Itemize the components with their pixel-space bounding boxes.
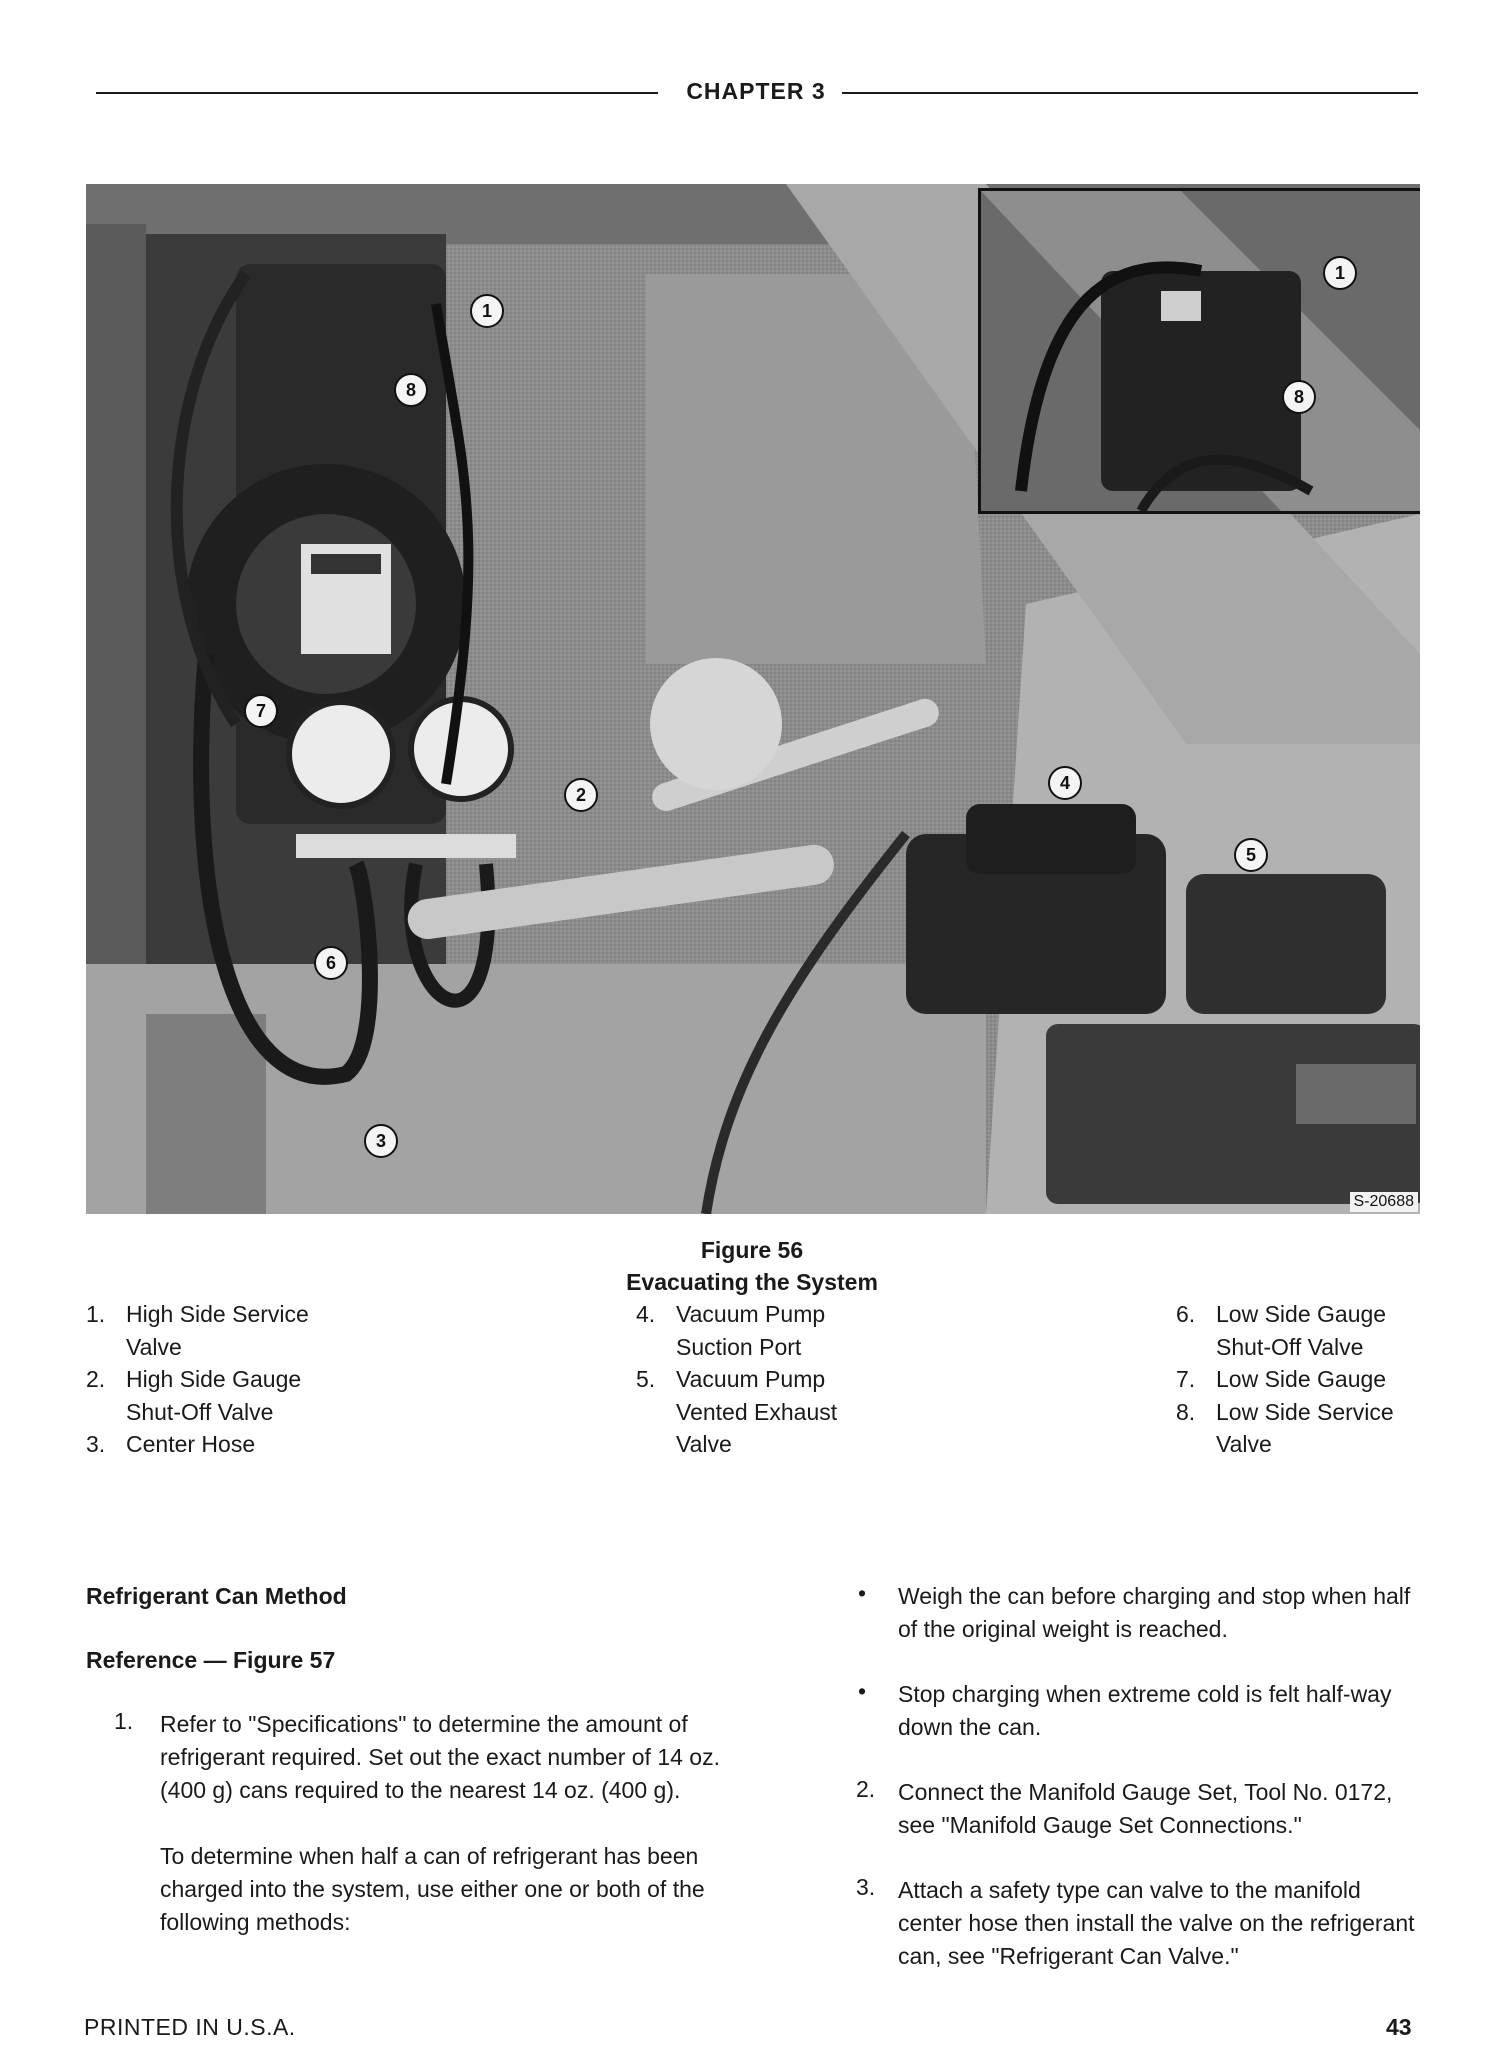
- reference-heading: Reference — Figure 57: [86, 1647, 336, 1673]
- legend-item: [1176, 1298, 1394, 1363]
- left-column: [86, 1580, 726, 1939]
- legend-text: Low Side Service Valve: [1216, 1398, 1394, 1457]
- legend-item: [1176, 1396, 1394, 1461]
- legend-item: [86, 1298, 309, 1363]
- bullet-icon: •: [858, 1678, 867, 1704]
- legend-text: Center Hose: [126, 1431, 256, 1457]
- legend-column-1: [86, 1298, 309, 1461]
- callout-1: 1: [470, 294, 504, 328]
- callout-8: 8: [394, 373, 428, 407]
- photo-id-label: S-20688: [1350, 1192, 1419, 1212]
- legend-num: 4.: [636, 1301, 656, 1327]
- header-rule-left: [96, 92, 658, 94]
- bullet-icon: •: [858, 1580, 867, 1606]
- right-column: [852, 1580, 1422, 1973]
- legend-text: Low Side Gauge Shut-Off Valve: [1216, 1301, 1387, 1360]
- header-rule-right: [842, 92, 1418, 94]
- legend-item: [636, 1363, 837, 1461]
- figure-photo: [86, 184, 1420, 1214]
- figure-caption: [0, 1234, 1504, 1298]
- legend-text: High Side Service Valve: [126, 1301, 309, 1360]
- figure-number: Figure 56: [700, 1237, 804, 1263]
- legend-item: [1176, 1363, 1394, 1396]
- legend-text: Vacuum Pump Suction Port: [676, 1301, 826, 1360]
- bullet-text: Stop charging when extreme cold is felt half-way down the can.: [898, 1681, 1392, 1740]
- callout-3: 3: [364, 1124, 398, 1158]
- legend-num: 7.: [1176, 1366, 1196, 1392]
- step-number: 1.: [114, 1708, 134, 1734]
- legend-text: Vacuum Pump Vented Exhaust Valve: [676, 1366, 838, 1457]
- bullet-item: [852, 1678, 1422, 1744]
- step-3: [852, 1874, 1422, 1973]
- callout-4: 4: [1048, 766, 1082, 800]
- inset-illustration: [981, 191, 1420, 511]
- chapter-header: [96, 78, 1418, 108]
- bullet-text: Weigh the can before charging and stop when half of the original weight is reached.: [898, 1583, 1411, 1642]
- section-heading: Refrigerant Can Method: [86, 1583, 347, 1609]
- legend-num: 6.: [1176, 1301, 1196, 1327]
- legend-item: [86, 1363, 309, 1428]
- footer-printed: PRINTED IN U.S.A.: [84, 2014, 296, 2040]
- legend-num: 2.: [86, 1366, 106, 1392]
- inset-callout-8: 8: [1282, 380, 1316, 414]
- legend-num: 3.: [86, 1431, 106, 1457]
- bullet-item: [852, 1580, 1422, 1646]
- step-2: [852, 1776, 1422, 1842]
- legend-text: Low Side Gauge: [1216, 1366, 1387, 1392]
- inset-photo: [978, 188, 1420, 514]
- figure-title: Evacuating the System: [626, 1269, 878, 1295]
- step-1: [86, 1708, 726, 1939]
- legend-column-3: [1176, 1298, 1394, 1461]
- legend-num: 8.: [1176, 1398, 1196, 1425]
- legend-num: 5.: [636, 1366, 656, 1392]
- step-text: Connect the Manifold Gauge Set, Tool No. 0172, see "Manifold Gauge Set Connections.": [898, 1779, 1393, 1838]
- legend-item: [86, 1428, 309, 1461]
- step-number: 2.: [856, 1776, 876, 1802]
- step-text: Refer to "Specifications" to determine the amount of refrigerant required. Set out the exact number of 14 oz. (400 g) cans required to the nearest 14 oz. (400 g).: [160, 1711, 720, 1803]
- step-text: Attach a safety type can valve to the manifold center hose then install the valve on the refrigerant can, see "Refrigerant Can Valve.": [898, 1877, 1415, 1969]
- inset-callout-1: 1: [1323, 256, 1357, 290]
- step-number: 3.: [856, 1874, 876, 1900]
- step-paragraph: To determine when half a can of refrigerant has been charged into the system, use either one or both of the following methods:: [160, 1843, 705, 1935]
- page-number: 43: [1386, 2014, 1412, 2040]
- callout-2: 2: [564, 778, 598, 812]
- callout-5: 5: [1234, 838, 1268, 872]
- legend-column-2: [636, 1298, 837, 1461]
- chapter-title: CHAPTER 3: [686, 78, 826, 104]
- callout-7: 7: [244, 694, 278, 728]
- callout-6: 6: [314, 946, 348, 980]
- legend-num: 1.: [86, 1301, 106, 1327]
- legend-text: High Side Gauge Shut-Off Valve: [126, 1366, 302, 1425]
- legend-item: [636, 1298, 837, 1363]
